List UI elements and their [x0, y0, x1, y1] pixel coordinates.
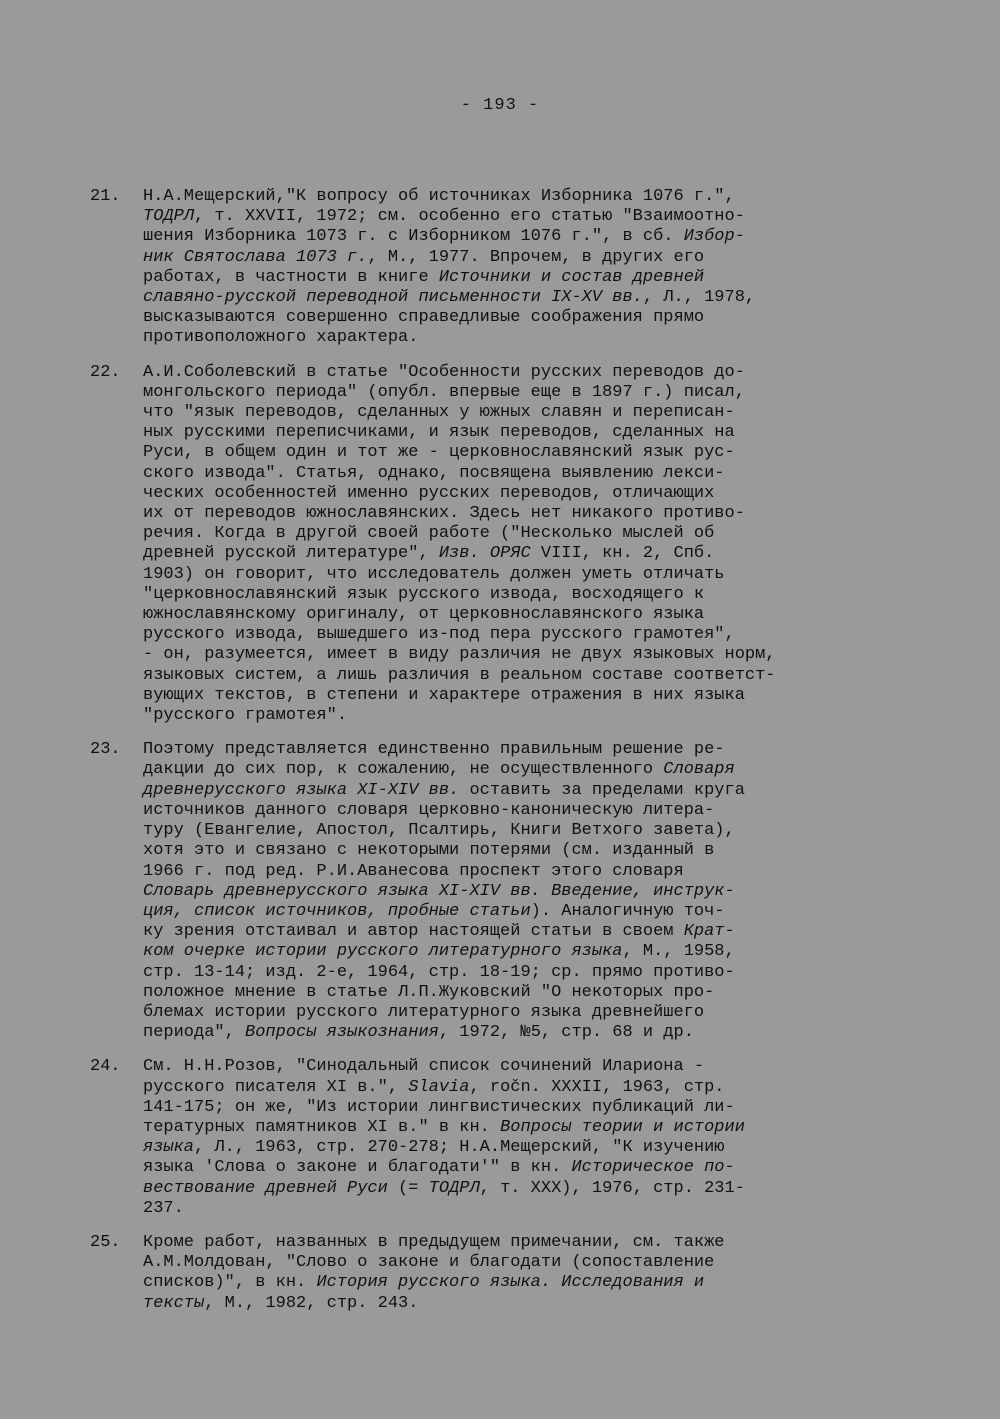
italic-title: Словаря — [663, 760, 735, 780]
text-run: А.М.Молдован, "Слово о законе и благодати (сопоставление — [143, 1253, 715, 1273]
text-run: VIII, кн. 2, Спб. — [530, 544, 715, 564]
text-run: Н.А.Мещерский,"К вопросу об источниках Изборника 1076 г.", — [143, 187, 735, 206]
text-run: стр. 13-14; изд. 2-е, 1964, стр. 18-19; ср. прямо противо- — [143, 962, 735, 982]
text-run: , ročn. XXXII, 1963, стр. — [469, 1077, 725, 1097]
italic-title: ТОДРЛ — [143, 207, 195, 227]
text-run: (= — [387, 1178, 429, 1198]
italic-title: ция, список источников, пробные статьи — [143, 901, 531, 921]
footnote-22 — [90, 363, 920, 727]
text-line — [143, 1158, 920, 1178]
text-run: , 1972, №5, стр. 68 и др. — [438, 1023, 694, 1043]
text-run: шения Изборника 1073 г. с Изборником 1076 г.", в сб. — [143, 227, 684, 247]
footnote-24 — [90, 1057, 920, 1219]
text-line — [143, 760, 920, 780]
text-line — [143, 902, 920, 922]
italic-title: Вопросы теории и истории — [500, 1117, 745, 1137]
text-line — [143, 544, 920, 564]
text-run: речия. Когда в другой своей работе ("Несколько мыслей об — [143, 524, 715, 544]
footnote-23 — [90, 740, 920, 1043]
footnote-number: 24. — [90, 1057, 121, 1077]
italic-title: ник Святослава 1073 г. — [143, 247, 368, 267]
footnote-text — [143, 1233, 920, 1314]
text-line — [143, 423, 920, 443]
italic-title: языка — [143, 1138, 195, 1158]
text-run: ку зрения отстаивал и автор настоящей статьи в своем — [143, 922, 684, 942]
text-line — [143, 1199, 920, 1219]
text-line — [143, 464, 920, 484]
text-run: высказываются совершенно справедливые соображения прямо — [143, 308, 705, 328]
text-run: блемах истории русского литературного языка древнейшего — [143, 1002, 705, 1022]
italic-title: ком очерке истории русского литературного языка — [143, 942, 623, 962]
text-line — [143, 484, 920, 504]
text-run: хотя это и связано с некоторыми потерями (см. изданный в — [143, 841, 715, 861]
text-run: Руси, в общем один и тот же - церковнославянский язык рус- — [143, 443, 735, 463]
text-line — [143, 1138, 920, 1158]
text-run: их от переводов южнославянских. Здесь нет никакого противо- — [143, 504, 745, 524]
text-run: См. Н.Н.Розов, "Синодальный список сочинений Илариона - — [143, 1057, 705, 1077]
text-run: положное мнение в статье Л.П.Жуковский "О некоторых про- — [143, 982, 715, 1002]
text-run: , т. XXVII, 1972; см. особенно его статью "Взаимоотно- — [194, 207, 745, 227]
text-run: русского писателя XI в.", — [143, 1077, 409, 1097]
text-line — [143, 524, 920, 544]
footnote-text — [143, 1057, 920, 1219]
italic-title: Изв. ОРЯС — [438, 544, 531, 564]
text-line — [143, 862, 920, 882]
text-run: противоположного характера. — [143, 328, 419, 348]
text-line — [143, 1273, 920, 1293]
text-run: ). Аналогичную точ- — [530, 901, 725, 921]
footnote-number: 23. — [90, 740, 121, 760]
text-run: списков)", в кн. — [143, 1273, 317, 1293]
text-run: - он, разумеется, имеет в виду различия не двух языковых норм, — [143, 645, 776, 665]
footnote-text — [143, 740, 920, 1043]
text-line — [143, 1179, 920, 1199]
footnote-25 — [90, 1233, 920, 1314]
text-run: Поэтому представляется единственно правильным решение ре- — [143, 740, 725, 760]
text-line — [143, 781, 920, 801]
text-run: , т. XXX), 1976, стр. 231- — [479, 1178, 745, 1198]
text-line — [143, 645, 920, 665]
text-run: оставить за пределами круга — [459, 780, 745, 800]
footnotes-list — [90, 187, 920, 1328]
text-line — [143, 443, 920, 463]
text-line — [143, 740, 920, 760]
text-line — [143, 187, 920, 207]
italic-title: Источники и состав древней — [438, 267, 705, 287]
italic-title: ТОДРЛ — [428, 1178, 480, 1198]
italic-title: славяно-русской переводной письменности IX-XV вв. — [143, 288, 643, 308]
text-run: ского извода". Статья, однако, посвящена выявлению лекси- — [143, 463, 725, 483]
text-run: , Л., 1978, — [642, 288, 756, 308]
text-line — [143, 268, 920, 288]
text-run: периода", — [143, 1023, 246, 1043]
text-line — [143, 1233, 920, 1253]
text-line — [143, 328, 920, 348]
text-run: источников данного словаря церковно-каноническую литера- — [143, 800, 715, 820]
italic-title: Словарь древнерусского языка XI-XIV вв. Введение, инструк- — [143, 881, 735, 901]
italic-title: вествование древней Руси — [143, 1178, 388, 1198]
text-run: древней русской литературе", — [143, 544, 439, 564]
text-run: , М., 1977. Впрочем, в других его — [367, 247, 705, 267]
text-run: монгольского периода" (опубл. впервые еще в 1897 г.) писал, — [143, 382, 745, 402]
text-run: , М., 1958, — [622, 942, 735, 962]
text-line — [143, 504, 920, 524]
text-line — [143, 1023, 920, 1043]
text-line — [143, 1253, 920, 1273]
text-line — [143, 801, 920, 821]
text-run: тературных памятников XI в." в кн. — [143, 1117, 501, 1137]
text-line — [143, 821, 920, 841]
text-line — [143, 841, 920, 861]
italic-title: тексты — [143, 1293, 205, 1313]
text-run: дакции до сих пор, к сожалению, не осуществленного — [143, 760, 664, 780]
text-run: , М., 1982, стр. 243. — [204, 1293, 419, 1313]
italic-title: Историческое по- — [571, 1158, 735, 1178]
text-run: 237. — [143, 1198, 184, 1218]
footnote-number: 25. — [90, 1232, 121, 1252]
text-run: языка 'Слова о законе и благодати'" в кн. — [143, 1158, 572, 1178]
footnote-number: 21. — [90, 187, 121, 206]
footnote-text — [143, 187, 920, 349]
text-run: "русского грамотея". — [143, 706, 348, 726]
text-line — [143, 1118, 920, 1138]
text-run: что "язык переводов, сделанных у южных славян и переписан- — [143, 403, 735, 423]
text-line — [143, 666, 920, 686]
text-line — [143, 383, 920, 403]
text-line — [143, 882, 920, 902]
text-line — [143, 1078, 920, 1098]
text-line — [143, 308, 920, 328]
text-line — [143, 227, 920, 247]
text-line — [143, 363, 920, 383]
text-run: южнославянскому оригиналу, от церковнославянского языка — [143, 605, 705, 625]
footnote-number: 22. — [90, 362, 121, 382]
footnote-21 — [90, 187, 920, 349]
text-line — [143, 207, 920, 227]
text-line — [143, 605, 920, 625]
text-run: ных русскими переписчиками, и язык переводов, сделанных на — [143, 423, 735, 443]
italic-title: Избор- — [683, 227, 745, 247]
text-run: туру (Евангелие, Апостол, Псалтирь, Книги Ветхого завета), — [143, 821, 735, 841]
text-run: вующих текстов, в степени и характере отражения в них языка — [143, 685, 745, 705]
text-line — [143, 922, 920, 942]
text-line — [143, 686, 920, 706]
text-line — [143, 585, 920, 605]
text-line — [143, 565, 920, 585]
text-line — [143, 963, 920, 983]
footnote-text — [143, 363, 920, 727]
text-run: 1903) он говорит, что исследователь должен уметь отличать — [143, 564, 725, 584]
text-run: "церковнославянский язык русского извода, восходящего к — [143, 584, 705, 604]
text-run: работах, в частности в книге — [143, 267, 439, 287]
text-line — [143, 1003, 920, 1023]
text-line — [143, 288, 920, 308]
italic-title: Крат- — [683, 922, 735, 942]
text-line — [143, 625, 920, 645]
text-run: ческих особенностей именно русских переводов, отличающих — [143, 483, 715, 503]
text-run: Кроме работ, названных в предыдущем примечании, см. также — [143, 1232, 725, 1252]
text-run: 141-175; он же, "Из истории лингвистических публикаций ли- — [143, 1097, 735, 1117]
italic-title: Вопросы языкознания — [245, 1023, 439, 1043]
text-line — [143, 706, 920, 726]
italic-title: История русского языка. Исследования и — [316, 1273, 705, 1293]
italic-title: Slavia — [408, 1077, 470, 1097]
text-line — [143, 1294, 920, 1314]
text-line — [143, 942, 920, 962]
italic-title: древнерусского языка XI-XIV вв. — [143, 780, 460, 800]
text-run: , Л., 1963, стр. 270-278; Н.А.Мещерский, "К изучению — [194, 1138, 725, 1158]
page-number: - 193 - — [460, 96, 540, 115]
text-line — [143, 1098, 920, 1118]
text-run: 1966 г. под ред. Р.И.Аванесова проспект этого словаря — [143, 861, 684, 881]
text-line — [143, 983, 920, 1003]
text-run: языковых систем, а лишь различия в реальном составе соответст- — [143, 665, 776, 685]
text-run: русского извода, вышедшего из-под пера русского грамотея", — [143, 625, 735, 645]
text-run: А.И.Соболевский в статье "Особенности русских переводов до- — [143, 362, 745, 382]
text-line — [143, 248, 920, 268]
text-line — [143, 1057, 920, 1077]
text-line — [143, 403, 920, 423]
